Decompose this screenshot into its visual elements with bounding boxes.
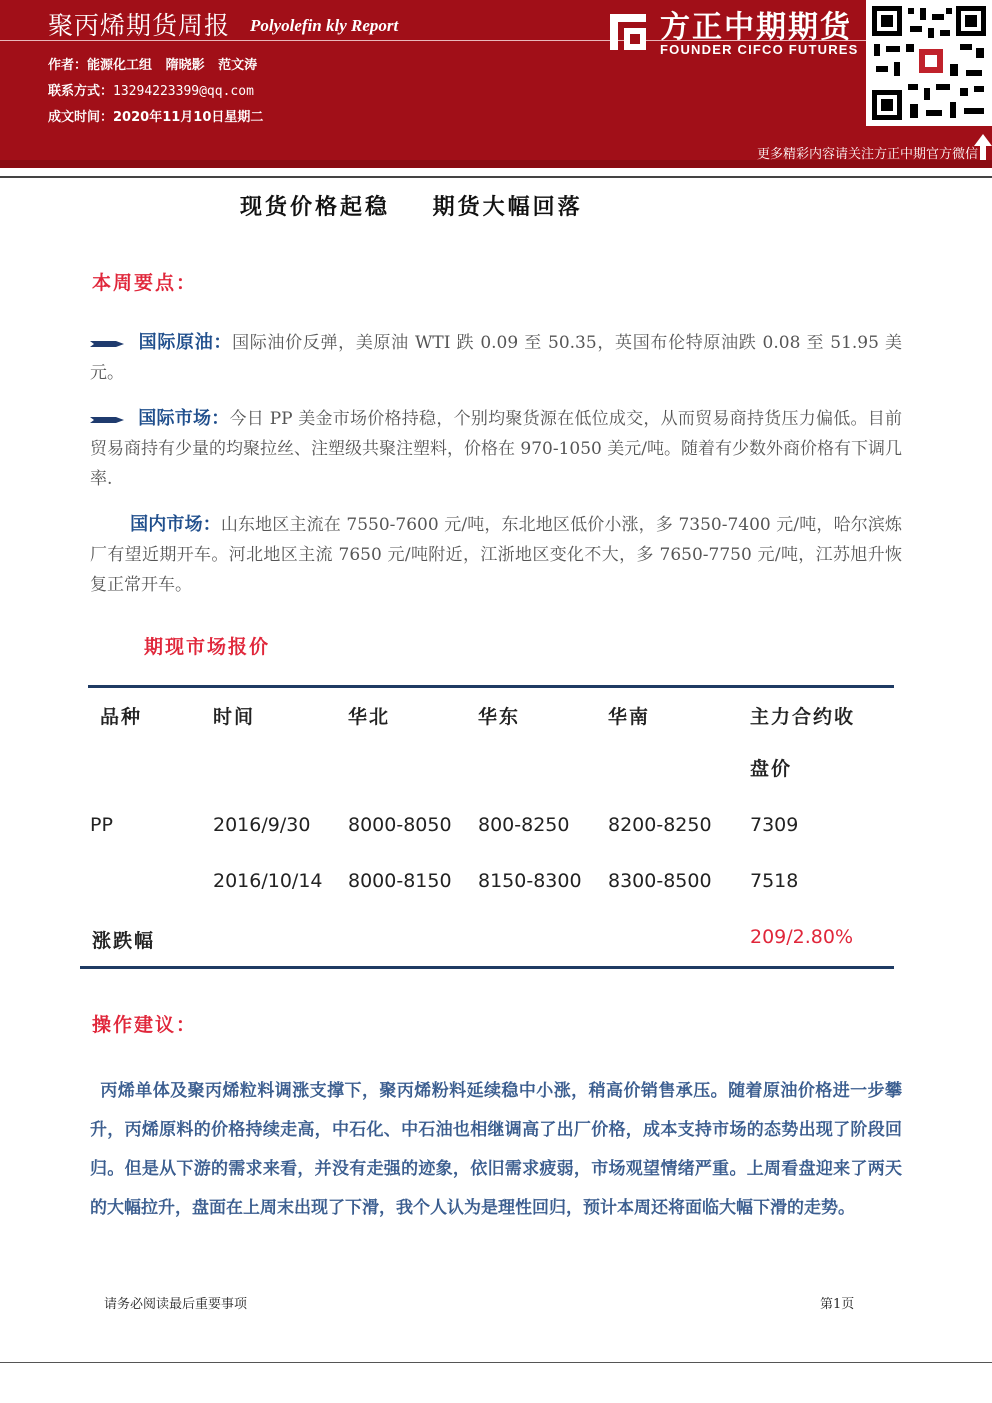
founder-logo-icon [604, 8, 652, 56]
document-heading: 现货价格起稳 期货大幅回落 [240, 194, 583, 220]
wechat-qr-code[interactable] [866, 0, 992, 126]
up-arrow-icon [974, 134, 992, 160]
change-label: 涨跌幅 [92, 930, 156, 952]
table-row-1-south: 8200-8250 [608, 814, 712, 836]
contact-line [48, 80, 254, 99]
follow-wechat-note: 更多精彩内容请关注方正中期官方微信 [756, 147, 978, 162]
company-name-en: FOUNDER CIFCO FUTURES [660, 42, 859, 57]
col-header-north-china: 华北 [348, 706, 391, 728]
report-subtitle: Polyolefin kly Report [250, 16, 399, 35]
col-header-date: 时间 [213, 706, 256, 728]
crude-oil-paragraph [90, 328, 902, 388]
table-top-rule [88, 685, 894, 688]
table-row-2-north: 8000-8150 [348, 870, 452, 892]
advice-label: 操作建议： [92, 1014, 198, 1036]
footer-notice: 请务必阅读最后重要事项 [104, 1297, 248, 1312]
domestic-market-text: 山东地区主流在 7550-7600 元/吨，东北地区低价小涨，多 7350-7400 元/吨，哈尔滨炼厂有望近期开车。河北地区主流 7650 元/吨附近，江浙地区变化不大，多 7650-7750 元/吨，江苏旭升恢复正常开车。 [90, 515, 902, 595]
table-row-1-close: 7309 [750, 814, 799, 836]
report-title: 聚丙烯期货周报 [48, 11, 231, 40]
arrow-bullet-icon [90, 339, 124, 349]
quote-section-label: 期现市场报价 [144, 636, 271, 658]
author-value: 能源化工组 隋晓影 范文涛 [87, 58, 258, 73]
contact-label: 联系方式： [48, 84, 114, 99]
col-header-close-price: 主力合约收 [750, 706, 856, 728]
table-row-1-north: 8000-8050 [348, 814, 452, 836]
crude-oil-text: 国际油价反弹，美原油 WTI 跌 0.09 至 50.35，英国布伦特原油跌 0.08 至 51.95 美元。 [90, 333, 903, 383]
domestic-market-paragraph [90, 510, 902, 600]
company-name-cn: 方正中期期货 [660, 10, 852, 45]
footer-rule [0, 1362, 992, 1363]
weekly-points-label: 本周要点： [92, 272, 198, 294]
col-header-close-price-cont: 盘价 [750, 758, 793, 780]
banner-underline [0, 176, 992, 178]
change-value: 209/2.80% [750, 926, 854, 948]
advice-paragraph [90, 1072, 902, 1228]
domestic-market-key: 国内市场： [130, 514, 221, 535]
table-row-2-date: 2016/10/14 [213, 870, 323, 892]
qr-code-icon [866, 0, 992, 126]
table-row-2-close: 7518 [750, 870, 799, 892]
col-header-east-china: 华东 [478, 706, 521, 728]
date-value: 2020年11月10日星期二 [113, 110, 264, 125]
author-line [48, 54, 257, 73]
table-row-2-south: 8300-8500 [608, 870, 712, 892]
arrow-bullet-icon [90, 415, 124, 425]
table-row-2-east: 8150-8300 [478, 870, 582, 892]
col-header-product: 品种 [100, 706, 143, 728]
page-number: 第1页 [820, 1297, 855, 1312]
table-row-1-date: 2016/9/30 [213, 814, 311, 836]
table-row-1-product: PP [90, 814, 113, 836]
advice-text: 丙烯单体及聚丙烯粒料调涨支撑下，聚丙烯粉料延续稳中小涨，稍高价销售承压。随着原油价格进一步攀升，丙烯原料的价格持续走高，中石化、中石油也相继调高了出厂价格，成本支持市场的态势出现了阶段回归。但是从下游的需求来看，并没有走强的迹象，依旧需求疲弱，市场观望情绪严重。上周看盘迎来了两天的大幅拉升，盘面在上周末出现了下滑，我个人认为是理性回归，预计本周还将面临大幅下滑的走势。 [90, 1081, 902, 1218]
intl-market-paragraph [90, 404, 902, 494]
author-label: 作者： [48, 58, 88, 73]
contact-email[interactable]: 13294223399@qq.com [113, 84, 254, 99]
table-row-1-east: 800-8250 [478, 814, 570, 836]
intl-market-key: 国际市场： [138, 408, 230, 429]
date-line [48, 106, 263, 125]
col-header-south-china: 华南 [608, 706, 651, 728]
table-bottom-rule [80, 966, 894, 969]
crude-oil-key: 国际原油： [138, 332, 233, 353]
intl-market-text: 今日 PP 美金市场价格持稳，个别均聚货源在低位成交，从而贸易商持货压力偏低。目前贸易商持有少量的均聚拉丝、注塑级共聚注塑料，价格在 970-1050 美元/吨。随着有少数外商价格有下调几率. [90, 409, 902, 489]
date-label: 成文时间： [48, 110, 114, 125]
